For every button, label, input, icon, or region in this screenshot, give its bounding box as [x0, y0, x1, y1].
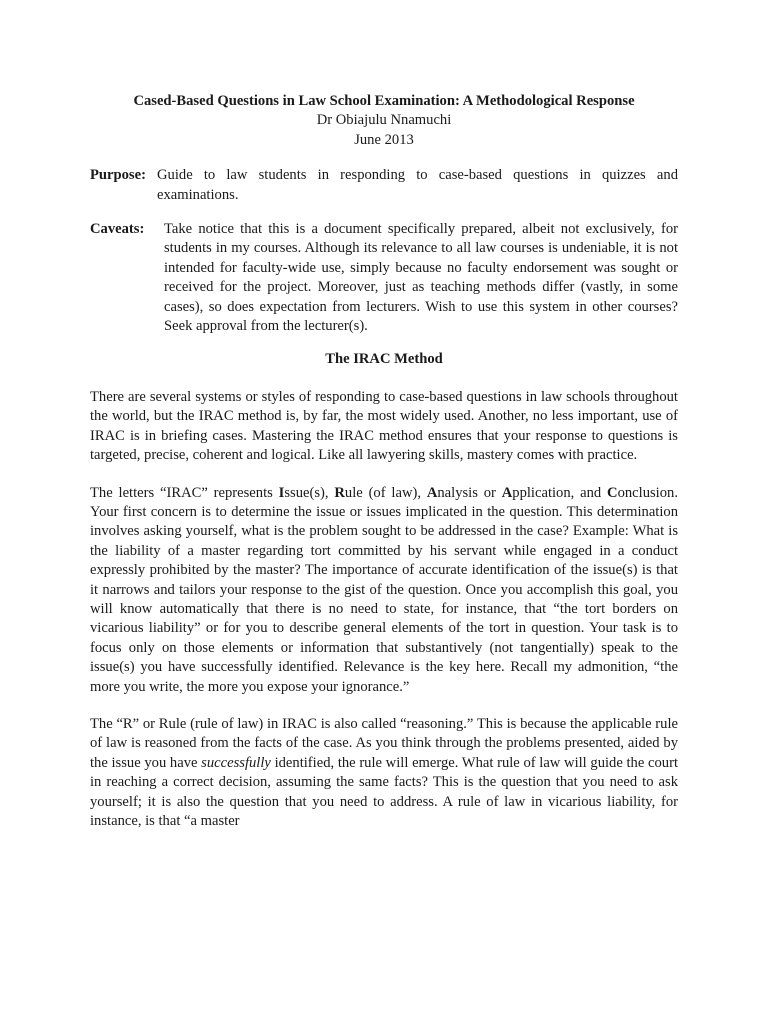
- caveats-block: [90, 220, 678, 336]
- irac-letter-a1: A: [426, 484, 438, 501]
- text-run: The letters “IRAC” represents: [90, 484, 279, 501]
- text-run: The “R” or Rule (rule of law) in IRAC is also called “reasoning.” This is because the applicable rule of law is reasoned from the facts of the case. As you think through the problems presented, aided by the issue you have: [90, 715, 678, 771]
- section-heading: The IRAC Method: [325, 351, 443, 368]
- paragraph-intro: There are several systems or styles of responding to case-based questions in law schools throughout the world, but the IRAC method is, by far, the most widely used. Another, no less important, use of IRAC is in briefing cases. Mastering the IRAC method ensures that your response to questions is targeted, precise, coherent and logical. Like all lawyering skills, mastery comes with practice.: [90, 388, 678, 464]
- caveats-label: Caveats:: [90, 221, 145, 238]
- text-run: nalysis or: [437, 484, 502, 501]
- text-run: onclusion. Your first concern is to determine the issue or issues implicated in the question. This determination involves asking yourself, what is the problem sought to be addressed in the case? Example: What is the liability of a master regarding tort committed by his servant while engaged in a conduct expressly prohibited by the master? The importance of accurate identification of the issue(s) is that it narrows and tailors your response to the gist of the question. Once you accomplish this goal, you will know automatically that there is no need to state, for instance, that “the tort borders on vicarious liability” or for you to describe general elements of the tort in question. Your task is to focus only on those elements or information that substantively (not tangentially) speak to the issue(s) you have successfully identified. Relevance is the key here. Recall my admonition, “the more you write, the more you expose your ignorance.”: [90, 484, 678, 695]
- purpose-text: Guide to law students in responding to case-based questions in quizzes and examinations.: [157, 167, 678, 203]
- paragraph-rule: [90, 715, 678, 831]
- irac-letter-c: C: [607, 484, 618, 501]
- irac-letter-r: R: [334, 484, 345, 501]
- emphasis-successfully: successfully: [201, 754, 271, 771]
- text-run: pplication, and: [512, 484, 608, 501]
- publication-date: June 2013: [354, 131, 414, 148]
- author-name: Dr Obiajulu Nnamuchi: [316, 112, 452, 129]
- irac-letter-a2: A: [501, 484, 513, 501]
- document-title: Cased-Based Questions in Law School Examination: A Methodological Response: [133, 93, 635, 109]
- text-run: ule (of law),: [344, 484, 427, 501]
- irac-letter-i: I: [278, 484, 285, 501]
- caveats-text: Take notice that this is a document specifically prepared, albeit not exclusively, for students in my courses. Although its relevance to all law courses is undeniable, it is not intended for faculty-wide use, simply because no faculty endorsement was sought or received for the project. Moreover, just as teaching methods differ (vastly, in some cases), so does expectation from lecturers. Wish to use this system in other courses? Seek approval from the lecturer(s).: [164, 221, 678, 335]
- purpose-block: [90, 166, 678, 205]
- purpose-label: Purpose:: [90, 167, 146, 184]
- paragraph-irac-letters: [90, 484, 678, 697]
- text-run: identified, the rule will emerge. What rule of law will guide the court in reaching a correct decision, assuming the same facts? This is the question that you need to ask yourself; it is also the question that you need to address. A rule of law in vicarious liability, for instance, is that “a master: [90, 754, 678, 829]
- text-run: ssue(s),: [284, 484, 335, 501]
